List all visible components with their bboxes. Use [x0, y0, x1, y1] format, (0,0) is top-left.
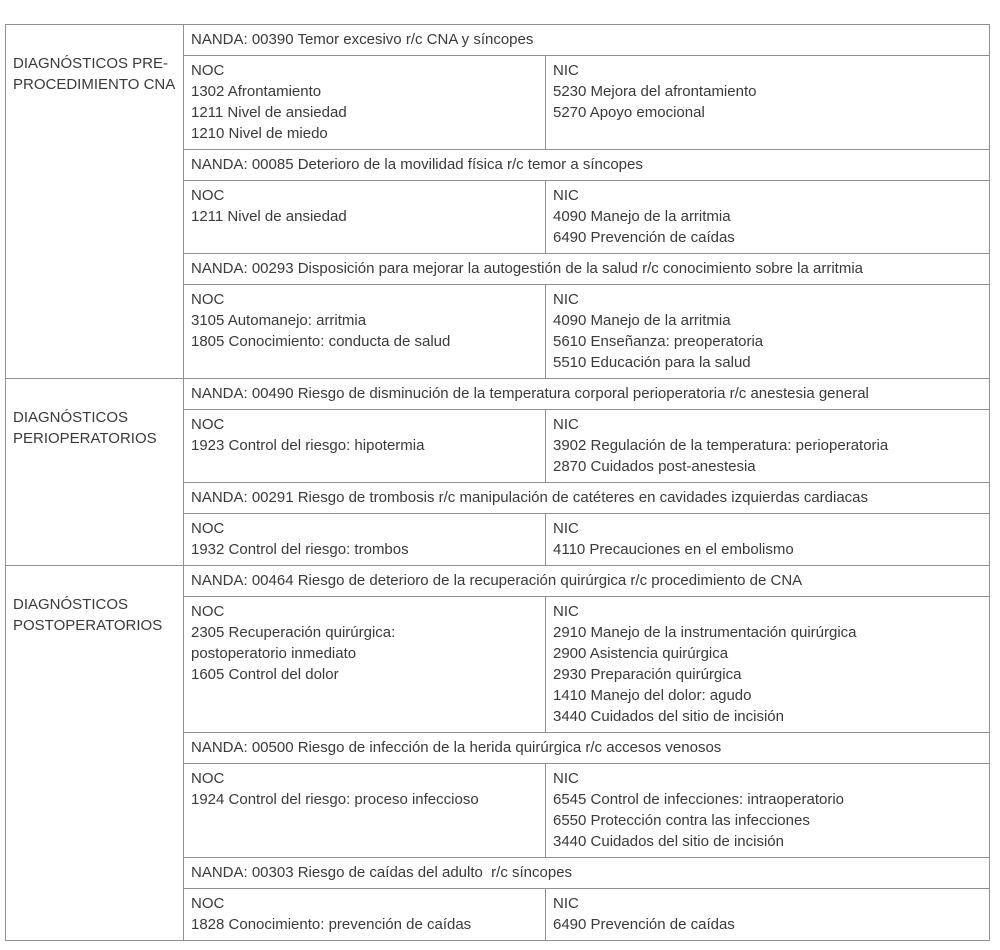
noc-item: 1932 Control del riesgo: trombos: [191, 541, 409, 558]
nic-cell: [546, 514, 989, 565]
noc-cell: [184, 514, 546, 565]
noc-item: 3105 Automanejo: arritmia: [191, 312, 367, 329]
nanda-diagnosis-row: NANDA: 00500 Riesgo de infección de la herida quirúrgica r/c accesos venosos: [184, 733, 989, 764]
nic-header: NIC: [553, 62, 579, 79]
noc-cell: [184, 597, 546, 732]
nic-item: 5230 Mejora del afrontamiento: [553, 83, 757, 100]
noc-nic-row: [184, 597, 989, 733]
nic-header: NIC: [553, 416, 579, 433]
nic-item: 2870 Cuidados post-anestesia: [553, 458, 756, 475]
group-content: [184, 379, 989, 565]
nic-item: 3902 Regulación de la temperatura: perioperatoria: [553, 437, 889, 454]
nanda-diagnosis-row: NANDA: 00464 Riesgo de deterioro de la recuperación quirúrgica r/c procedimiento de CNA: [184, 566, 989, 597]
group-content: [184, 25, 989, 378]
nanda-diagnosis-row: NANDA: 00085 Deterioro de la movilidad física r/c temor a síncopes: [184, 150, 989, 181]
noc-item: 1924 Control del riesgo: proceso infeccioso: [191, 791, 479, 808]
noc-item: 1210 Nivel de miedo: [191, 125, 328, 142]
noc-header: NOC: [191, 520, 225, 537]
nic-header: NIC: [553, 187, 579, 204]
noc-item: 1923 Control del riesgo: hipotermia: [191, 437, 425, 454]
nic-cell: [546, 56, 989, 149]
nic-header: NIC: [553, 291, 579, 308]
noc-item: 1302 Afrontamiento: [191, 83, 322, 100]
noc-header: NOC: [191, 770, 225, 787]
noc-item: 1805 Conocimiento: conducta de salud: [191, 333, 451, 350]
noc-cell: [184, 764, 546, 857]
noc-header: NOC: [191, 603, 225, 620]
noc-nic-row: [184, 410, 989, 483]
nic-item: 6490 Prevención de caídas: [553, 229, 735, 246]
diagnosis-group: [6, 25, 989, 378]
nanda-diagnosis-row: NANDA: 00291 Riesgo de trombosis r/c manipulación de catéteres en cavidades izquierdas cardiacas: [184, 483, 989, 514]
noc-item: 1211 Nivel de ansiedad: [191, 208, 347, 225]
nic-item: 1410 Manejo del dolor: agudo: [553, 687, 752, 704]
noc-nic-row: [184, 285, 989, 378]
noc-nic-row: [184, 764, 989, 858]
noc-cell: [184, 56, 546, 149]
nic-cell: [546, 597, 989, 732]
nic-header: NIC: [553, 520, 579, 537]
diagnosis-group: [6, 378, 989, 565]
nic-item: 2910 Manejo de la instrumentación quirúrgica: [553, 624, 857, 641]
noc-nic-row: [184, 889, 989, 940]
noc-header: NOC: [191, 895, 225, 912]
nic-item: 6545 Control de infecciones: intraoperatorio: [553, 791, 845, 808]
nanda-noc-nic-care-plan-table: [5, 24, 990, 941]
nanda-diagnosis-row: NANDA: 00303 Riesgo de caídas del adulto r/c síncopes: [184, 858, 989, 889]
nanda-diagnosis-row: NANDA: 00293 Disposición para mejorar la autogestión de la salud r/c conocimiento sobre la arritmia: [184, 254, 989, 285]
nic-item: 2900 Asistencia quirúrgica: [553, 645, 729, 662]
nic-cell: [546, 889, 989, 940]
noc-item: 1605 Control del dolor: [191, 666, 339, 683]
noc-item: 1828 Conocimiento: prevención de caídas: [191, 916, 472, 933]
noc-cell: [184, 285, 546, 378]
nic-header: NIC: [553, 603, 579, 620]
group-label: DIAGNÓSTICOS POSTOPERATORIOS: [6, 566, 184, 940]
nic-cell: [546, 410, 989, 482]
nic-item: 3440 Cuidados del sitio de incisión: [553, 833, 784, 850]
nic-item: 4090 Manejo de la arritmia: [553, 208, 731, 225]
nic-item: 5270 Apoyo emocional: [553, 104, 705, 121]
noc-header: NOC: [191, 187, 225, 204]
nic-item: 4090 Manejo de la arritmia: [553, 312, 731, 329]
group-content: [184, 566, 989, 940]
noc-header: NOC: [191, 62, 225, 79]
nic-item: 3440 Cuidados del sitio de incisión: [553, 708, 784, 725]
noc-nic-row: [184, 56, 989, 150]
noc-nic-row: [184, 181, 989, 254]
nic-header: NIC: [553, 770, 579, 787]
noc-item: 2305 Recuperación quirúrgica:: [191, 624, 396, 641]
nic-cell: [546, 764, 989, 857]
nic-item: 4110 Precauciones en el embolismo: [553, 541, 794, 558]
diagnosis-group: [6, 565, 989, 940]
nic-header: NIC: [553, 895, 579, 912]
nanda-diagnosis-row: NANDA: 00390 Temor excesivo r/c CNA y síncopes: [184, 25, 989, 56]
nic-cell: [546, 181, 989, 253]
noc-header: NOC: [191, 416, 225, 433]
nanda-diagnosis-row: NANDA: 00490 Riesgo de disminución de la temperatura corporal perioperatoria r/c anestesia general: [184, 379, 989, 410]
noc-nic-row: [184, 514, 989, 565]
group-label: DIAGNÓSTICOS PRE-PROCEDIMIENTO CNA: [6, 25, 184, 378]
nic-item: 2930 Preparación quirúrgica: [553, 666, 742, 683]
nic-cell: [546, 285, 989, 378]
noc-item: 1211 Nivel de ansiedad: [191, 104, 347, 121]
noc-cell: [184, 410, 546, 482]
nic-item: 6550 Protección contra las infecciones: [553, 812, 810, 829]
nic-item: 5610 Enseñanza: preoperatoria: [553, 333, 764, 350]
nic-item: 5510 Educación para la salud: [553, 354, 751, 371]
nic-item: 6490 Prevención de caídas: [553, 916, 735, 933]
noc-cell: [184, 889, 546, 940]
noc-cell: [184, 181, 546, 253]
noc-item: postoperatorio inmediato: [191, 645, 357, 662]
group-label: DIAGNÓSTICOS PERIOPERATORIOS: [6, 379, 184, 565]
noc-header: NOC: [191, 291, 225, 308]
